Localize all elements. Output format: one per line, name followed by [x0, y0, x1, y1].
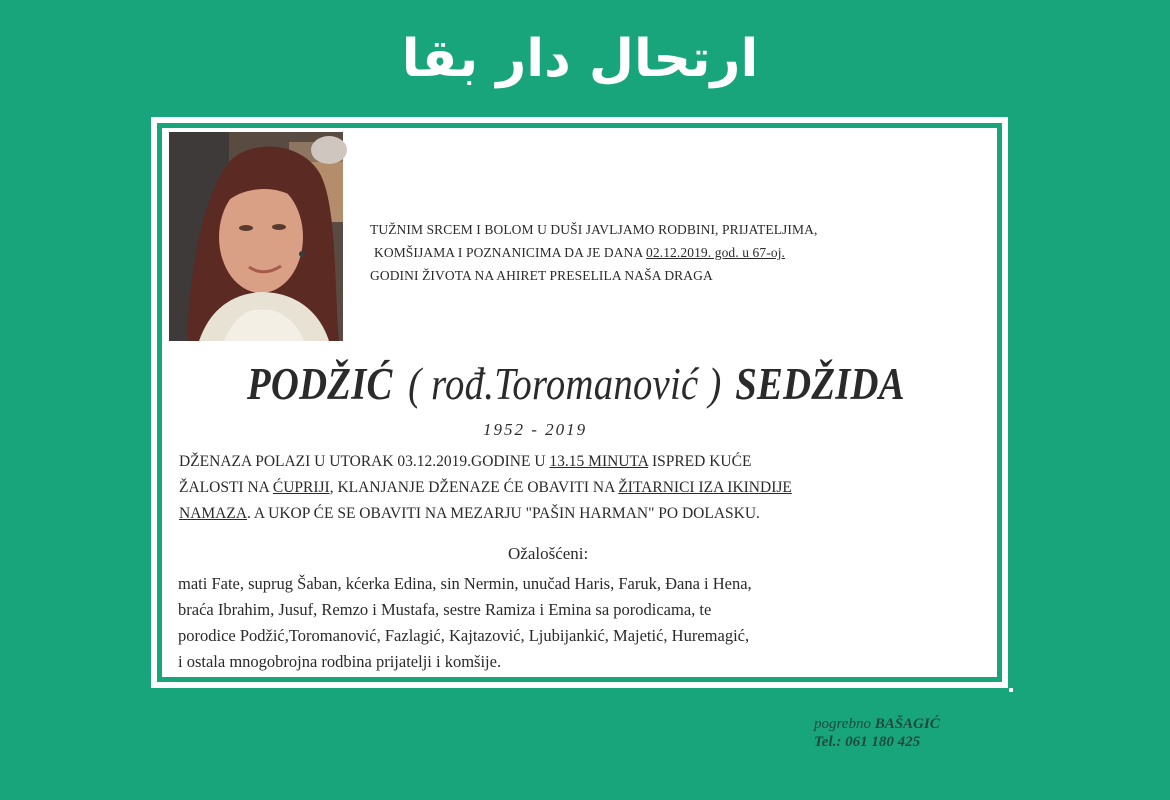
- life-years: 1952 - 2019: [483, 420, 588, 439]
- decorative-dot: [1009, 688, 1013, 692]
- undertaker-line: [814, 715, 940, 733]
- prayer-name: NAMAZA: [179, 505, 248, 522]
- intro-line-1: TUŽNIM SRCEM I BOLOM U DUŠI JAVLJAMO RODBINI, PRIJATELJIMA,: [370, 222, 818, 237]
- intro-line-2-text: KOMŠIJAMA I POZNANICIMA DA JE DANA: [374, 245, 647, 260]
- arabic-calligraphy-header: [401, 6, 759, 110]
- mourners-line-1: mati Fate, suprug Šaban, kćerka Edina, sin Nermin, unučad Haris, Faruk, Đana i Hena,: [178, 574, 752, 593]
- first-name: SEDŽIDA: [735, 359, 905, 409]
- mourners-line-3: porodice Podžić,Toromanović, Fazlagić, Kajtazović, Ljubijankić, Majetić, Huremagić,: [178, 626, 750, 645]
- portrait-photo: [169, 132, 343, 341]
- intro-line-3: GODINI ŽIVOTA NA AHIRET PRESELILA NAŠA DRAGA: [370, 268, 713, 283]
- mourners-line-4: i ostala mnogobrojna rodbina prijatelji i komšije.: [178, 652, 502, 671]
- funeral-place: ĆUPRIJI: [272, 479, 330, 496]
- undertaker-name: BAŠAGIĆ: [874, 716, 940, 732]
- death-date: 02.12.2019. god. u 67-oj.: [646, 245, 786, 260]
- funeral-line-2: [179, 475, 979, 501]
- undertaker-phone: Tel.: 061 180 425: [814, 734, 921, 750]
- intro-line-2: [370, 241, 870, 264]
- funeral-line-1b: ISPRED KUĆE: [648, 453, 752, 470]
- maiden-name: ( rođ.Toromanović ): [408, 359, 722, 409]
- calligraphy-text: ارتحال دار بقا: [401, 29, 759, 89]
- funeral-line-3: [179, 501, 979, 527]
- funeral-line-3b: . A UKOP ĆE SE OBAVITI NA MEZARJU "PAŠIN HARMAN" PO DOLASKU.: [247, 505, 760, 522]
- funeral-line-2b: , KLANJANJE DŽENAZE ĆE OBAVITI NA: [329, 479, 619, 496]
- mourners-list: [178, 571, 998, 675]
- funeral-time: 13.15 MINUTA: [549, 453, 649, 470]
- funeral-info: [179, 449, 979, 527]
- funeral-line-1a: DŽENAZA POLAZI U UTORAK 03.12.2019.GODINE U: [179, 453, 550, 470]
- undertaker-info: [814, 715, 940, 751]
- mourners-title: Ožalošćeni:: [508, 544, 589, 563]
- mourners-line-2: braća Ibrahim, Jusuf, Remzo i Mustafa, sestre Ramiza i Emina sa porodicama, te: [178, 600, 712, 619]
- undertaker-prefix: pogrebno: [814, 716, 875, 732]
- intro-text: [370, 218, 870, 287]
- funeral-line-2a: ŽALOSTI NA: [179, 479, 273, 496]
- funeral-line-1: [179, 449, 979, 475]
- surname: PODŽIĆ: [247, 359, 393, 409]
- deceased-name: [247, 358, 905, 410]
- prayer-place: ŽITARNICI IZA IKINDIJE: [618, 479, 792, 496]
